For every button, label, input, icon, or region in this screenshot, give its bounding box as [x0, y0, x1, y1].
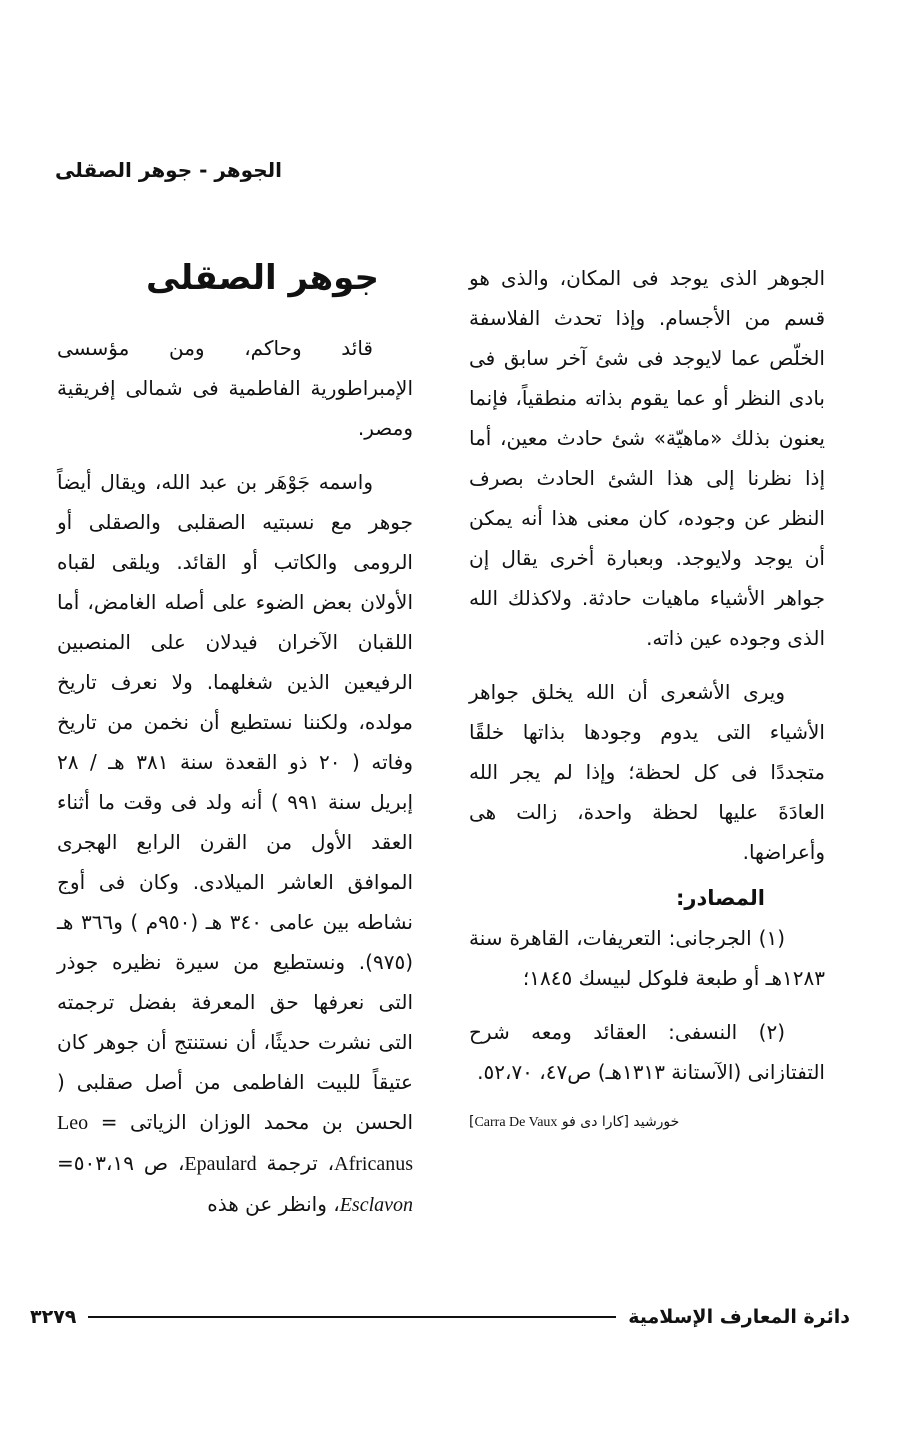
page-footer	[30, 1302, 850, 1332]
source-entry: (١) الجرجانى: التعريفات، القاهرة سنة ١٢٨٣هـ أو طبعة فلوكل لبيسك ١٨٤٥؛	[469, 926, 825, 990]
paragraph: قائد وحاكم، ومن مؤسسى الإمبراطورية الفاطمية فى شمالى إفريقية ومصر.	[57, 336, 413, 440]
article-title: جوهر الصقلى	[145, 258, 379, 298]
paragraph	[57, 462, 413, 1225]
author-name-latin: Carra De Vaux	[474, 1115, 558, 1130]
author-name-arabic: خورشيد [كارا دى فو	[561, 1114, 680, 1130]
right-column	[469, 258, 825, 1131]
paragraph-text: ، ترجمة	[266, 1151, 335, 1175]
paragraph-text: واسمه جَوْهَر بن عبد الله، ويقال أيضاً جوهر مع نسبتيه الصقلبى والصقلى أو الرومى والكاتب أو القائد. ويلقى لقباه الأولان بعض الضوء على أصله الغامض، أما اللقبان الآخران فيدلان على المنصبين الرفيعين الذين شغلهما. ولا نعرف تاريخ مولده، ولكننا نستطيع أن نخمن من تاريخ وفاته ( ٢٠ ذو القعدة سنة ٣٨١ هـ / ٢٨ إبريل سنة ٩٩١ ) أنه ولد فى وقت ما أثناء العقد الأول من القرن الرابع الهجرى الموافق العاشر الميلادى. وكان فى أوج نشاطه بين عامى ٣٤٠ هـ (٩٥٠م ) و٣٦٦ هـ (٩٧٥). ونستطيع من سيرة نظيره جوذر التى نعرفها حق المعرفة بفضل ترجمته التى نشرت حديثًا، أن نستنتج أن جوهر كان عتيقاً للبيت الفاطمى من أصل صقلبى ( الحسن بن محمد الوزان الزياتى =	[57, 470, 414, 1134]
paragraph: ويرى الأشعرى أن الله يخلق جواهر الأشياء التى يدوم وجودها بذاتها خلقًا متجددًا فى كل لحظة؛ وإذا لم يجر الله العادَةَ عليها لحظة واحدة، زالت هى وأعراضها.	[469, 680, 825, 864]
latin-term: Esclavon	[339, 1194, 413, 1216]
running-header: الجوهر - جوهر الصقلى	[55, 158, 282, 182]
footer-rule	[88, 1316, 616, 1318]
author-bracket: ]	[469, 1114, 475, 1130]
paragraph: الجوهر الذى يوجد فى المكان، والذى هو قسم من الأجسام. وإذا تحدث الفلاسفة الخلّص عما لايوجد فى شئ آخر سابق فى بادى النظر أو عما يقوم بذاته منطقياً، فإنما يعنون بذلك «ماهيّة» شئ حادث معين، أما إذا نظرنا إلى هذا الشئ الحادث بصرف النظر عن وجوده، كان معنى هذا أنه يمكن أن يوجد ولايوجد. وبعبارة أخرى يقال إن جواهر الأشياء ماهيات حادثة. ولاكذلك الله الذى وجوده عين ذاته.	[469, 266, 825, 650]
paragraph-text: ، وانظر عن هذه	[207, 1192, 340, 1216]
source-entry: (٢) النسفى: العقائد ومعه شرح التفتازانى (الآستانة ١٣١٣هـ) ص٤٧، ٥٢،٧٠.	[469, 1020, 825, 1084]
publication-title: دائرة المعارف الإسلامية	[628, 1306, 850, 1328]
left-column	[57, 258, 413, 1239]
sources-heading: المصادر:	[675, 886, 765, 910]
page-number: ٣٢٧٩	[30, 1306, 77, 1328]
paragraph-text: ، ص ٥٠٣،١٩=	[57, 1151, 185, 1175]
latin-term: Epaulard	[184, 1153, 257, 1175]
author-signature	[469, 1114, 825, 1131]
latin-term: Leo Africanus	[57, 1112, 413, 1175]
